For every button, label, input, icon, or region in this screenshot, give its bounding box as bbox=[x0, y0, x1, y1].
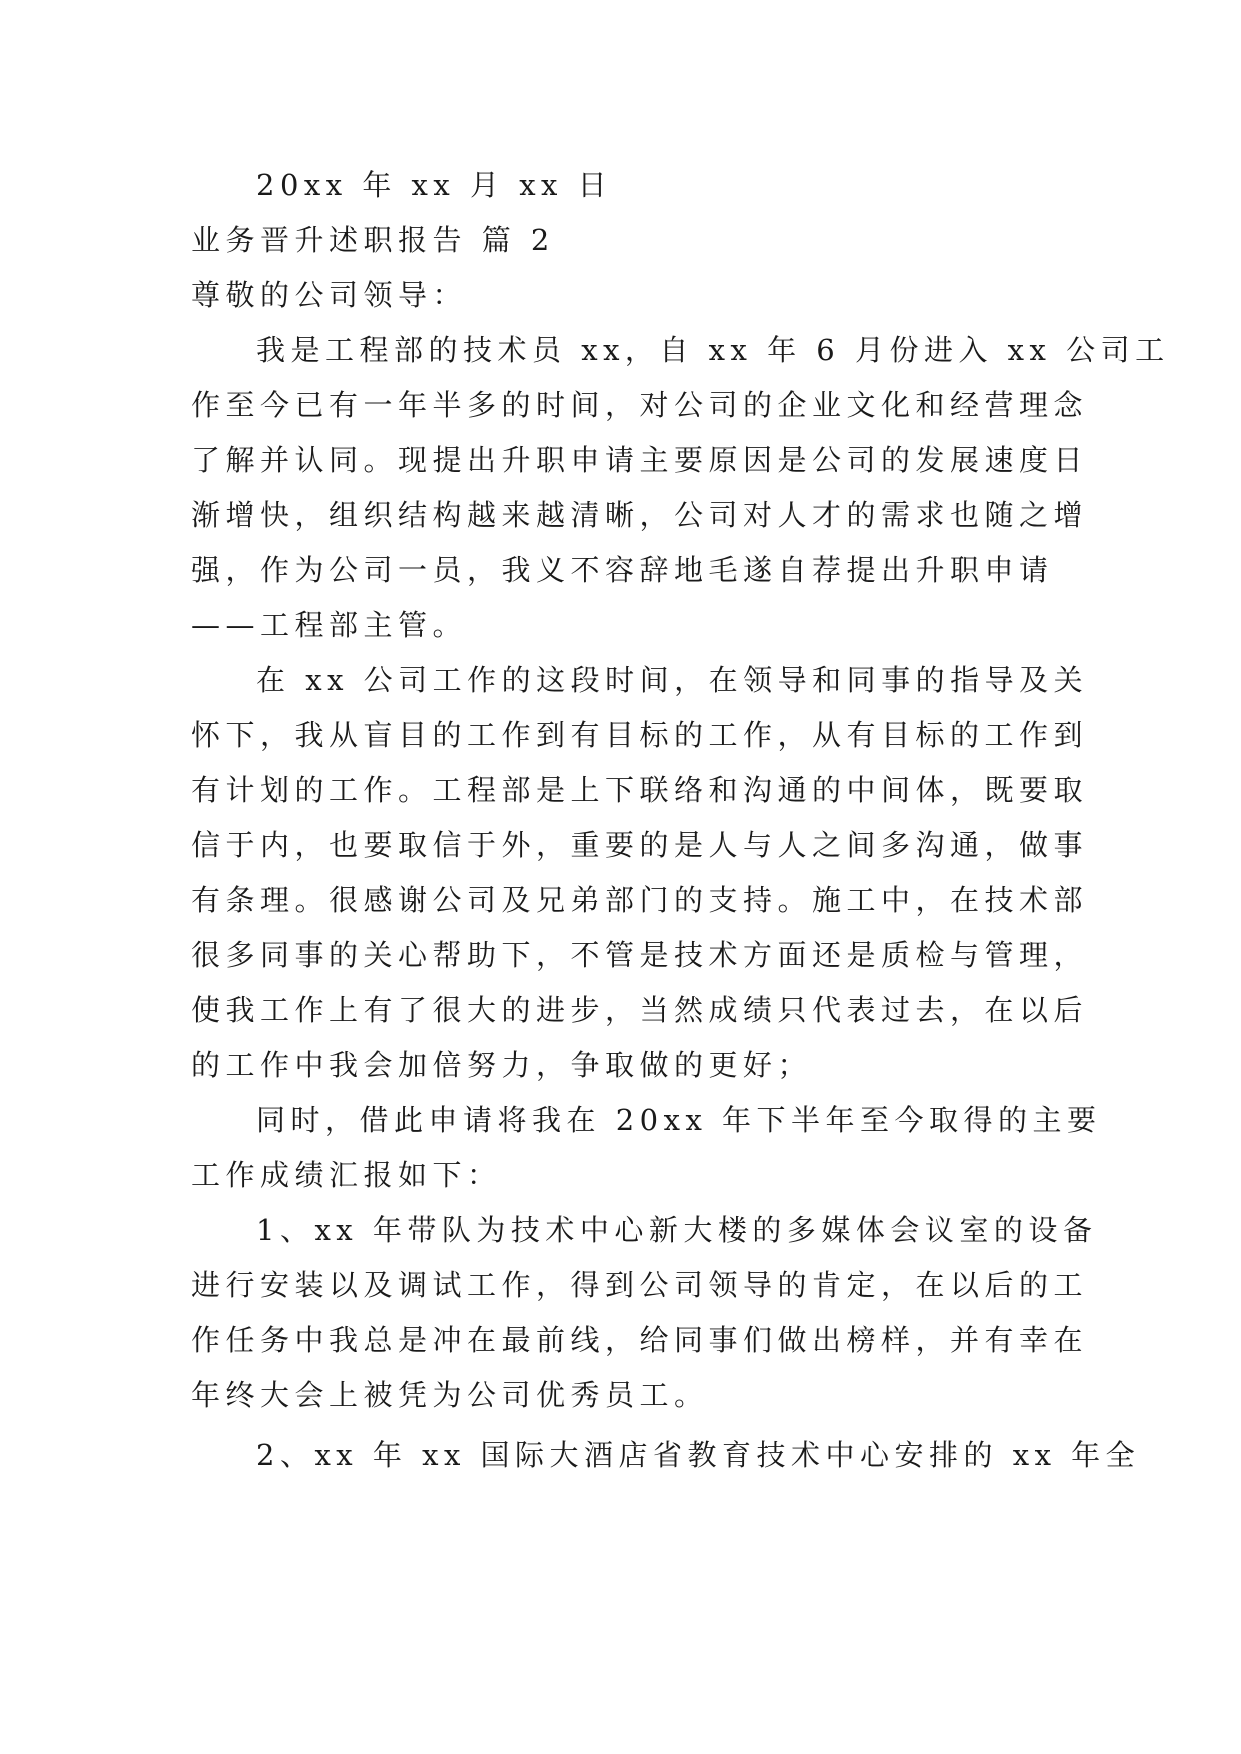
paragraph-line: 年终大会上被凭为公司优秀员工。 bbox=[191, 1378, 709, 1412]
date-line: 20xx 年 xx 月 xx 日 bbox=[256, 168, 613, 202]
paragraph-line: 进行安装以及调试工作，得到公司领导的肯定，在以后的工 bbox=[191, 1268, 1089, 1302]
paragraph-line: 使我工作上有了很大的进步，当然成绩只代表过去，在以后 bbox=[191, 993, 1089, 1027]
paragraph-line: 我是工程部的技术员 xx，自 xx 年 6 月份进入 xx 公司工 bbox=[256, 333, 1170, 367]
paragraph-line: 的工作中我会加倍努力，争取做的更好； bbox=[191, 1048, 813, 1082]
salutation: 尊敬的公司领导： bbox=[191, 278, 468, 312]
paragraph-line: 作至今已有一年半多的时间，对公司的企业文化和经营理念 bbox=[191, 388, 1089, 422]
paragraph-line: 工作成绩汇报如下： bbox=[191, 1158, 502, 1192]
paragraph-line: 有计划的工作。工程部是上下联络和沟通的中间体，既要取 bbox=[191, 773, 1089, 807]
paragraph-line: 信于内，也要取信于外，重要的是人与人之间多沟通，做事 bbox=[191, 828, 1089, 862]
paragraph-line: 怀下，我从盲目的工作到有目标的工作，从有目标的工作到 bbox=[191, 718, 1089, 752]
paragraph-line: 1、xx 年带队为技术中心新大楼的多媒体会议室的设备 bbox=[256, 1213, 1098, 1247]
paragraph-line: 在 xx 公司工作的这段时间，在领导和同事的指导及关 bbox=[256, 663, 1089, 697]
paragraph-line: 很多同事的关心帮助下，不管是技术方面还是质检与管理， bbox=[191, 938, 1089, 972]
paragraph-line: ——工程部主管。 bbox=[191, 608, 468, 642]
paragraph-line: 了解并认同。现提出升职申请主要原因是公司的发展速度日 bbox=[191, 443, 1089, 477]
paragraph-line: 同时，借此申请将我在 20xx 年下半年至今取得的主要 bbox=[256, 1103, 1102, 1137]
paragraph-line: 2、xx 年 xx 国际大酒店省教育技术中心安排的 xx 年全 bbox=[256, 1438, 1141, 1472]
paragraph-line: 渐增快，组织结构越来越清晰，公司对人才的需求也随之增 bbox=[191, 498, 1089, 532]
section-title: 业务晋升述职报告 篇 2 bbox=[191, 223, 555, 257]
paragraph-line: 作任务中我总是冲在最前线，给同事们做出榜样，并有幸在 bbox=[191, 1323, 1089, 1357]
paragraph-line: 强，作为公司一员，我义不容辞地毛遂自荐提出升职申请 bbox=[191, 553, 1054, 587]
paragraph-line: 有条理。很感谢公司及兄弟部门的支持。施工中，在技术部 bbox=[191, 883, 1089, 917]
